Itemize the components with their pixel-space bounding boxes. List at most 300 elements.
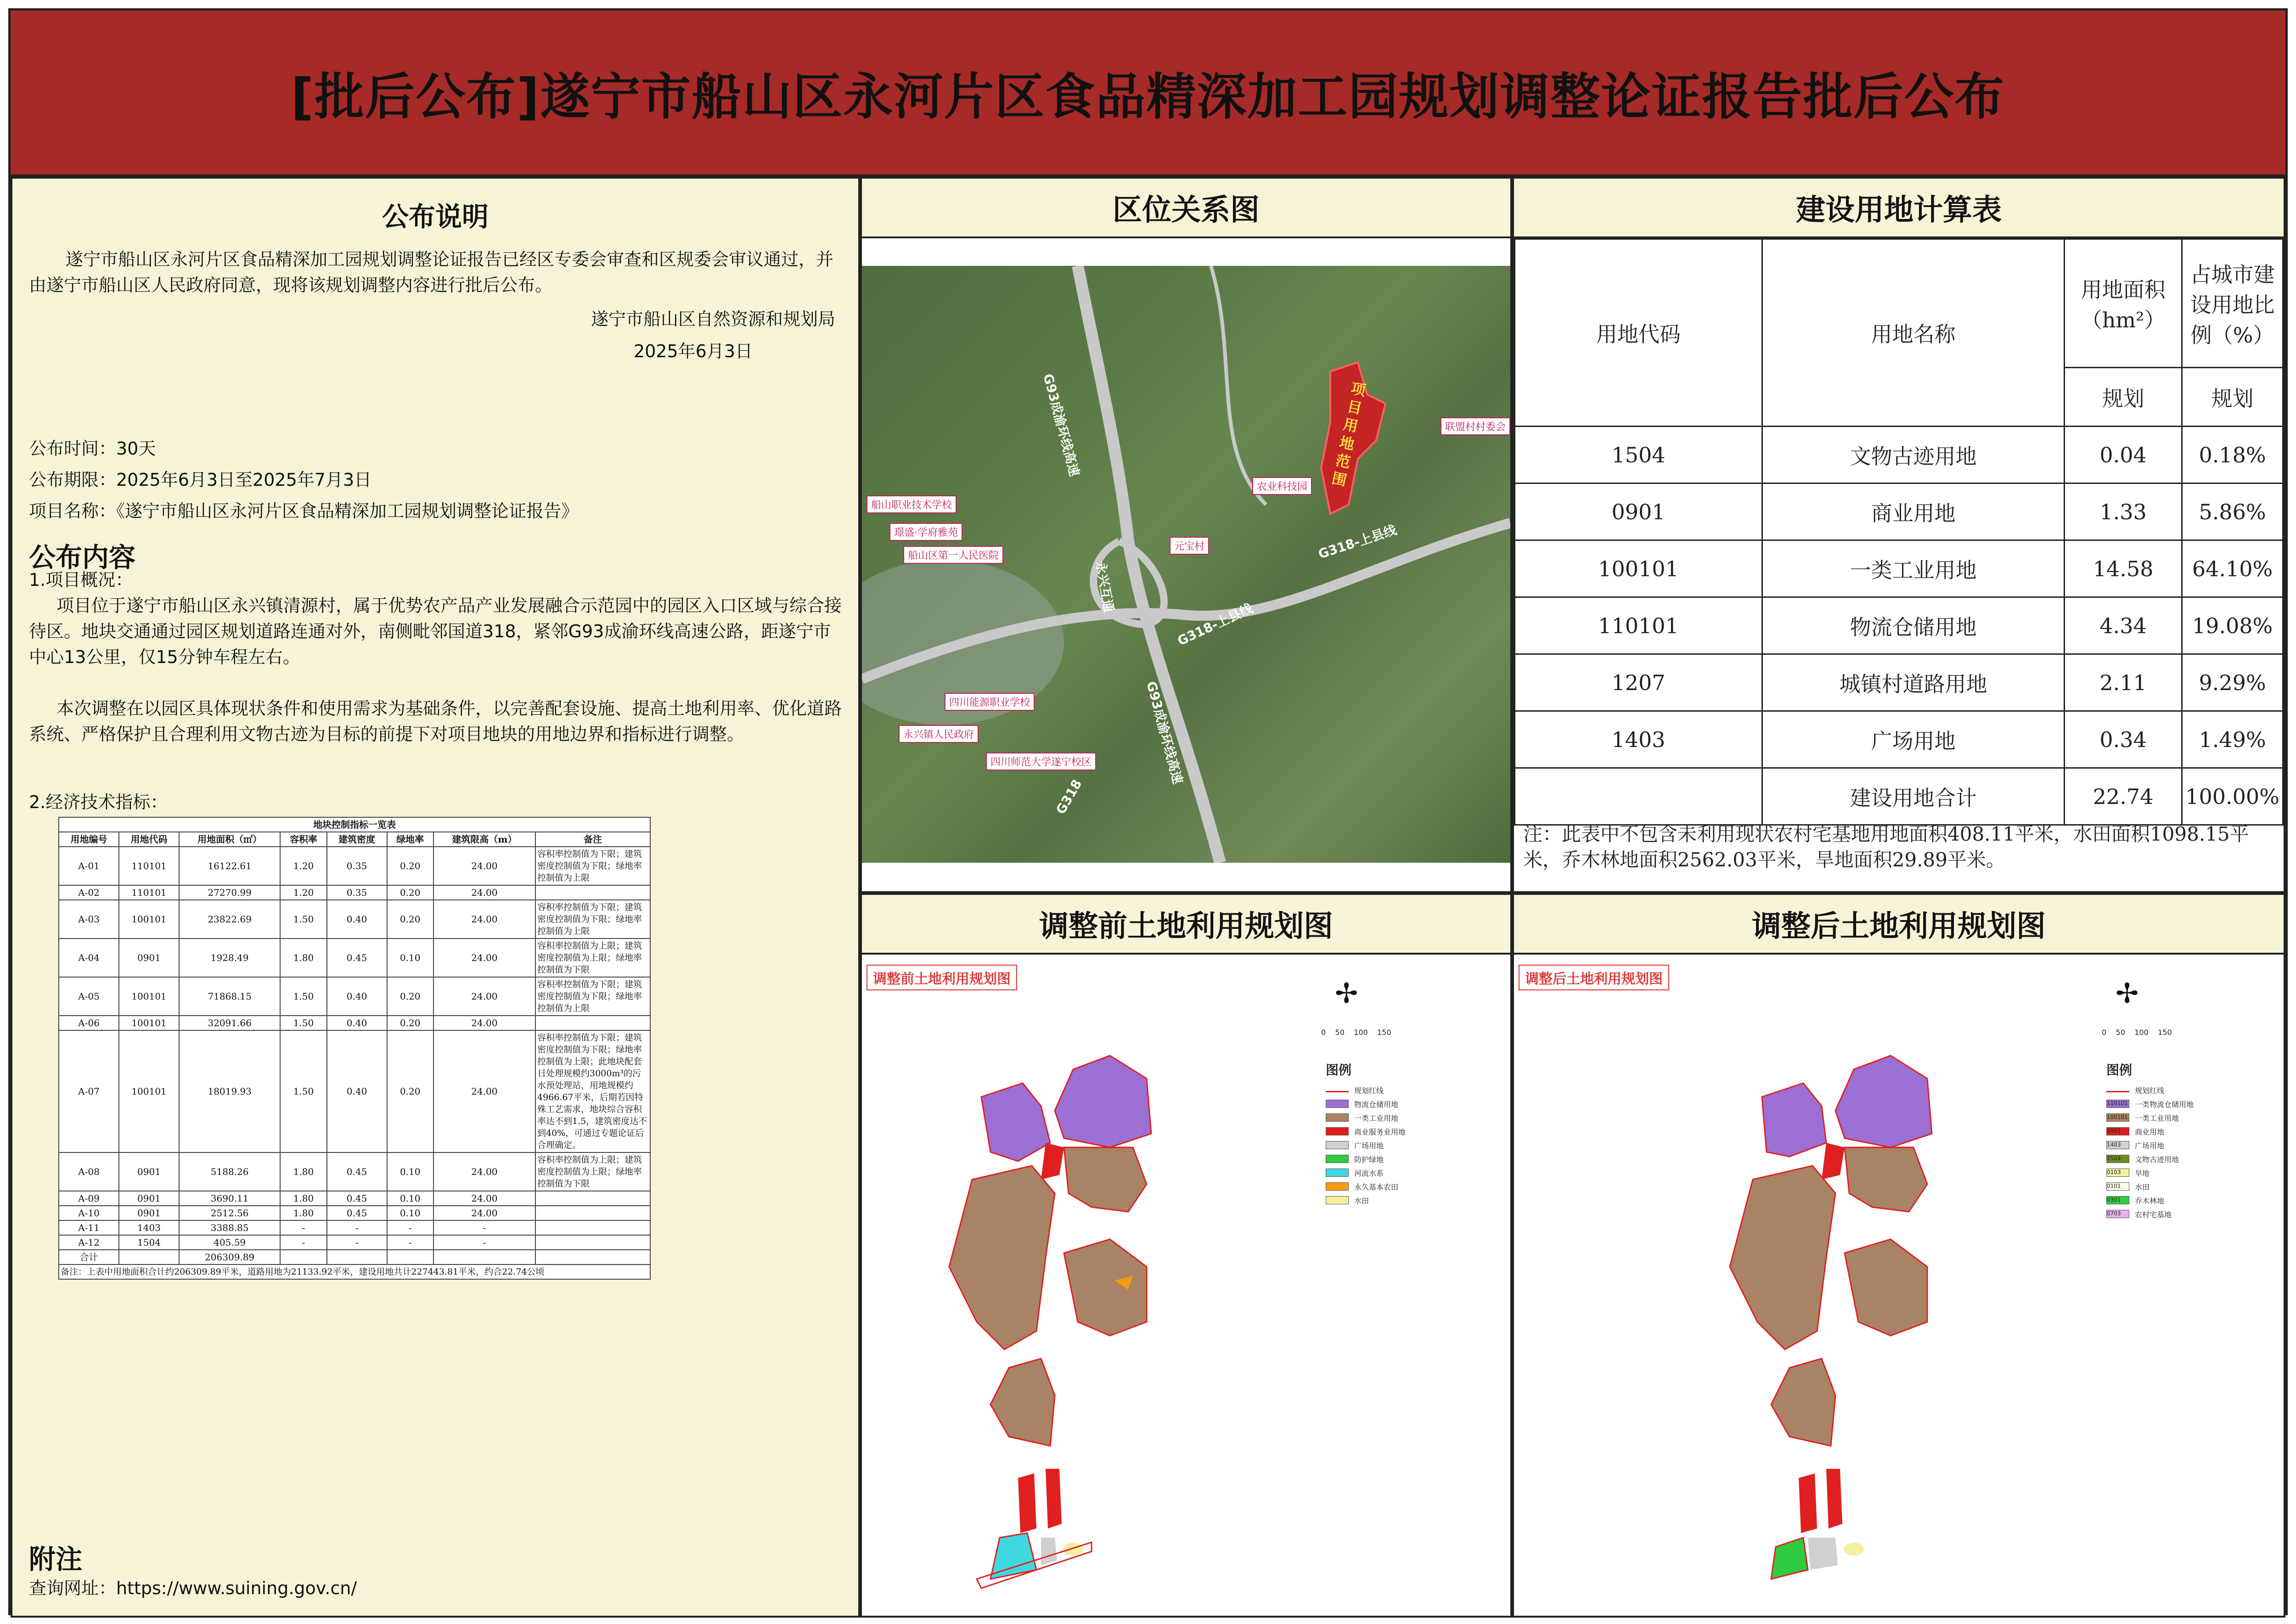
table-cell: 1403 [119, 1220, 179, 1235]
table-row [59, 847, 650, 885]
legend-item [1326, 1152, 1406, 1166]
table-cell [535, 1206, 650, 1220]
table-cell [327, 1250, 387, 1264]
legend-swatch: 0703 [2106, 1210, 2129, 1218]
after-industrial-a06 [1845, 1239, 1927, 1336]
table-cell: 0.10 [387, 1152, 433, 1191]
calc-area-cell: 2.11 [2065, 654, 2182, 711]
legend-label: 河流水系 [1354, 1169, 1384, 1178]
table-cell [535, 1250, 650, 1264]
project-name: 项目名称：《遂宁市船山区永河片区食品精深加工园规划调整论证报告》 [29, 501, 579, 521]
table-cell: A-05 [59, 977, 119, 1016]
calc-name-cell: 广场用地 [1762, 711, 2064, 768]
table-cell: 24.00 [433, 1191, 535, 1206]
col-name-header: 用地名称 [1762, 239, 2064, 427]
legend-item [1326, 1083, 1406, 1097]
table-cell [535, 1191, 650, 1206]
legend-swatch: 0103 [2106, 1169, 2129, 1177]
legend-item [2106, 1138, 2194, 1152]
calc-code-cell: 110101 [1515, 597, 1762, 654]
land-calc-panel [1512, 177, 2285, 893]
publish-time: 公布时间：30天 [29, 438, 156, 459]
before-commercial-3 [1046, 1469, 1062, 1528]
table-row [59, 1030, 650, 1152]
legend-swatch: 0301 [2106, 1196, 2129, 1204]
table-cell [280, 1250, 326, 1264]
table-cell: - [327, 1235, 387, 1250]
table-row [1515, 711, 2283, 768]
table-cell: 100101 [119, 977, 179, 1016]
legend-swatch: 0901 [2106, 1127, 2129, 1135]
after-plan-map[interactable] [1652, 973, 2111, 1616]
legend-swatch [1326, 1127, 1349, 1135]
after-plan-panel [1512, 893, 2285, 1618]
after-plaza [1808, 1538, 1838, 1570]
legend-item [2106, 1124, 2194, 1138]
section-1-title: 1.项目概况： [29, 570, 133, 590]
control-index-table [58, 817, 651, 1280]
table-cell: 0.10 [387, 938, 433, 977]
label-agri-park: 农业科技园 [1252, 477, 1312, 495]
before-tag: 调整前土地利用规划图 [867, 965, 1017, 990]
calc-note: 注：此表中不包含未利用现状农村宅基地用地面积408.11平米，水田面积1098.15平米，乔木林地面积2562.03平米，旱地面积29.89平米。 [1523, 823, 2249, 871]
table-row [59, 1220, 650, 1235]
after-logistics-a01 [1762, 1083, 1826, 1157]
table-cell: A-04 [59, 938, 119, 977]
total-area: 22.74 [2065, 768, 2182, 825]
section-1-para-2: 本次调整在以园区具体现状条件和使用需求为基础条件，以完善配套设施、提高土地利用率、优化道路系统、严格保护且合理利用文物古迹为目标的前提下对项目地块的用地边界和指标进行调整。 [29, 698, 842, 744]
legend-item [1326, 1138, 1406, 1152]
table-cell: 0.35 [327, 885, 387, 900]
table-cell: 24.00 [433, 938, 535, 977]
table-cell: 1.50 [280, 900, 326, 938]
table-cell: 0.20 [387, 1016, 433, 1030]
announce-heading: 公布说明 [382, 201, 489, 232]
after-woodland [1771, 1538, 1808, 1579]
before-scale-bar: 0 50 100 150 [1321, 1028, 1391, 1037]
page-title: [批后公布]遂宁市船山区永河片区食品精深加工园规划调整论证报告批后公布 [291, 68, 2005, 126]
table-cell: 5188.26 [179, 1152, 280, 1191]
calc-ratio-cell: 5.86% [2182, 483, 2283, 540]
calc-ratio-cell: 64.10% [2182, 540, 2283, 597]
after-industrial-a03 [1845, 1147, 1927, 1212]
before-industrial-a05 [949, 1166, 1055, 1349]
table-cell: 0.20 [387, 1030, 433, 1152]
legend-swatch [2106, 1088, 2129, 1092]
table-cell: 容积率控制值为下限；建筑密度控制值为下限；绿地率控制值为上限 [535, 847, 650, 885]
table-cell: 27270.99 [179, 885, 280, 900]
table-cell: 110101 [119, 847, 179, 885]
table-row [1515, 654, 2283, 711]
calc-area-cell: 0.34 [2065, 711, 2182, 768]
table-cell: 0.20 [387, 977, 433, 1016]
table-cell: A-10 [59, 1206, 119, 1220]
table-cell: 206309.89 [179, 1250, 280, 1264]
before-logistics-a02 [1055, 1056, 1151, 1147]
table-cell: 24.00 [433, 1016, 535, 1030]
table-cell: - [280, 1220, 326, 1235]
road-label-2: G93成渝环线高速 [1143, 680, 1186, 786]
legend-swatch [1326, 1196, 1349, 1204]
map-overlay [862, 266, 1510, 863]
legend-swatch [1326, 1088, 1349, 1092]
table-cell [387, 1250, 433, 1264]
table-cell: - [433, 1220, 535, 1235]
table-cell: 32091.66 [179, 1016, 280, 1030]
calc-name-cell: 物流仓储用地 [1762, 597, 2064, 654]
before-industrial-a07 [990, 1359, 1055, 1446]
table-cell: 1.80 [280, 938, 326, 977]
control-col-header: 建筑限高（m） [433, 832, 535, 847]
table-cell: 1.20 [280, 885, 326, 900]
table-cell: 0.40 [327, 1016, 387, 1030]
table-cell: 1928.49 [179, 938, 280, 977]
table-cell: 1504 [119, 1235, 179, 1250]
table-cell: 100101 [119, 900, 179, 938]
calc-name-cell: 商业用地 [1762, 483, 2064, 540]
table-cell: 405.59 [179, 1235, 280, 1250]
before-commercial-1 [1041, 1143, 1064, 1180]
control-col-header: 用地面积（㎡） [179, 832, 280, 847]
title-banner [11, 11, 2285, 177]
label-residence: 璟盛·学府雅苑 [889, 523, 962, 541]
calc-name-cell: 城镇村道路用地 [1762, 654, 2064, 711]
legend-label: 永久基本农田 [1354, 1182, 1399, 1191]
table-cell: 100101 [119, 1016, 179, 1030]
table-cell: 2512.56 [179, 1206, 280, 1220]
before-logistics-a01 [981, 1083, 1050, 1161]
calc-code-cell: 1504 [1515, 427, 1762, 483]
table-cell: 1.50 [280, 977, 326, 1016]
table-cell: 100101 [119, 1030, 179, 1152]
before-industrial-a06 [1064, 1239, 1147, 1336]
legend-label: 一类工业用地 [2135, 1113, 2179, 1123]
table-cell: 1.50 [280, 1016, 326, 1030]
table-cell: 0.45 [327, 1191, 387, 1206]
road-label-3: G318-上县线 [1316, 522, 1399, 562]
table-cell [535, 1220, 650, 1235]
table-cell: A-01 [59, 847, 119, 885]
legend-label: 一类物流仓储用地 [2135, 1100, 2194, 1109]
table-cell: - [387, 1235, 433, 1250]
legend-item [2106, 1193, 2194, 1207]
table-cell: 23822.69 [179, 900, 280, 938]
table-cell: 1.80 [280, 1152, 326, 1191]
table-cell: 0901 [119, 938, 179, 977]
legend-item [2106, 1207, 2194, 1221]
calc-code-cell: 0901 [1515, 483, 1762, 540]
calc-ratio-cell: 9.29% [2182, 654, 2283, 711]
table-cell: A-08 [59, 1152, 119, 1191]
legend-swatch: 110101 [2106, 1100, 2129, 1108]
col-area-header: 用地面积（hm²） [2065, 239, 2182, 368]
after-logistics-a02 [1835, 1056, 1932, 1147]
control-table-title: 地块控制指标一览表 [59, 817, 650, 832]
section-2-title: 2.经济技术指标： [29, 792, 168, 812]
table-cell: - [433, 1235, 535, 1250]
before-north-arrow-icon: ✢ [1335, 978, 1358, 1010]
table-cell: 0.35 [327, 847, 387, 885]
control-table-note: 备注：上表中用地面积合计约206309.89平米，道路用地为21133.92平米，建设用地共计227443.81平米，约合22.74公顷 [59, 1264, 650, 1279]
legend-label: 乔木林地 [2135, 1196, 2165, 1205]
table-cell: 1.20 [280, 847, 326, 885]
legend-swatch: 0101 [2106, 1182, 2129, 1191]
plan-label-ratio: 规划 [2182, 368, 2283, 427]
before-plan-panel [860, 893, 1512, 1618]
after-industrial-a05 [1730, 1166, 1835, 1349]
table-cell: 3690.11 [179, 1191, 280, 1206]
table-cell: 0.40 [327, 900, 387, 938]
legend-label: 水田 [2135, 1182, 2150, 1191]
col-ratio-header: 占城市建设用地比例（%） [2182, 239, 2283, 368]
table-cell: 24.00 [433, 900, 535, 938]
location-map-heading: 区位关系图 [862, 179, 1510, 238]
legend-swatch [1326, 1113, 1349, 1122]
table-cell: 0.40 [327, 977, 387, 1016]
road-label-5: 永兴互通 [1092, 560, 1117, 613]
table-cell: 0901 [119, 1191, 179, 1206]
table-row [59, 938, 650, 977]
table-cell: A-03 [59, 900, 119, 938]
table-cell: 18019.93 [179, 1030, 280, 1152]
legend-label: 防护绿地 [1354, 1155, 1384, 1164]
control-col-header: 备注 [535, 832, 650, 847]
total-code-cell [1515, 768, 1762, 825]
after-tag: 调整后土地利用规划图 [1519, 965, 1669, 990]
legend-label: 水田 [1354, 1196, 1369, 1205]
table-row [59, 977, 650, 1016]
before-plan-map[interactable] [871, 973, 1330, 1616]
before-plaza [1041, 1538, 1057, 1565]
table-cell: 3388.85 [179, 1220, 280, 1235]
legend-swatch: 1403 [2106, 1141, 2129, 1149]
label-yuanbao-village: 元宝村 [1170, 537, 1209, 555]
after-heading: 调整后土地利用规划图 [1514, 895, 2284, 955]
legend-label: 广场用地 [2135, 1141, 2165, 1150]
calc-name-cell: 一类工业用地 [1762, 540, 2064, 597]
table-cell: 容积率控制值为下限；建筑密度控制值为下限；绿地率控制值为上限 [535, 900, 650, 938]
table-cell: A-06 [59, 1016, 119, 1030]
table-row [59, 1152, 650, 1191]
table-row [1515, 427, 2283, 483]
table-row [59, 1235, 650, 1250]
before-industrial-a03 [1064, 1147, 1147, 1212]
table-cell: A-11 [59, 1220, 119, 1235]
table-row [59, 1191, 650, 1206]
table-cell: 容积率控制值为上限；建筑密度控制值为上限；绿地率控制值为下限 [535, 1152, 650, 1191]
announce-body: 遂宁市船山区永河片区食品精深加工园规划调整论证报告已经区专委会审查和区规委会审议通过，并由遂宁市船山区人民政府同意，现将该规划调整内容进行批后公布。 [29, 249, 834, 295]
section-1-para: 项目位于遂宁市船山区永兴镇清源村，属于优势农产品产业发展融合示范园中的园区入口区域与综合接待区。地块交通通过园区规划道路连通对外，南侧毗邻国道318，紧邻G93成渝环线高速公路，距遂宁市中心13公里，仅15分钟车程左右。 [29, 596, 842, 667]
table-cell: 24.00 [433, 1030, 535, 1152]
total-name: 建设用地合计 [1762, 768, 2064, 825]
table-cell: 0901 [119, 1152, 179, 1191]
label-university: 四川师范大学遂宁校区 [986, 753, 1096, 770]
table-cell: 110101 [119, 885, 179, 900]
table-cell: 24.00 [433, 1152, 535, 1191]
legend-label: 旱地 [2135, 1169, 2150, 1178]
legend-swatch [1326, 1141, 1349, 1149]
legend-label: 物流仓储用地 [1354, 1100, 1399, 1109]
legend-item [2106, 1166, 2194, 1180]
table-row [1515, 483, 2283, 540]
table-cell [433, 1250, 535, 1264]
query-url-link[interactable]: 查询网址：https://www.suining.gov.cn/ [29, 1578, 357, 1598]
after-commercial-3 [1826, 1469, 1842, 1528]
table-row [59, 900, 650, 938]
after-scale-bar: 0 50 100 150 [2102, 1028, 2172, 1037]
calc-heading: 建设用地计算表 [1514, 179, 2284, 238]
calc-name-cell: 文物古迹用地 [1762, 427, 2064, 483]
legend-item [1326, 1111, 1406, 1124]
table-cell: 0.10 [387, 1206, 433, 1220]
project-label: 项目用地范围 [1330, 379, 1367, 489]
table-cell: - [280, 1235, 326, 1250]
table-cell [535, 1235, 650, 1250]
before-paddy [1063, 1543, 1083, 1556]
legend-label: 规划红线 [1354, 1086, 1384, 1095]
table-cell: 合计 [59, 1250, 119, 1264]
table-cell: 1.80 [280, 1191, 326, 1206]
legend-item [2106, 1152, 2194, 1166]
calc-code-cell: 1403 [1515, 711, 1762, 768]
label-energy-school: 四川能源职业学校 [945, 693, 1035, 711]
legend-item [1326, 1193, 1406, 1207]
table-cell: 0.10 [387, 1191, 433, 1206]
after-legend-title: 图例 [2106, 1062, 2133, 1078]
table-cell: 容积率控制值为上限；建筑密度控制值为上限；绿地率控制值为下限 [535, 938, 650, 977]
table-cell: 24.00 [433, 977, 535, 1016]
appendix-heading: 附注 [29, 1544, 83, 1575]
announcement-panel [11, 177, 860, 1618]
after-legend [2106, 1060, 2194, 1221]
table-cell: 16122.61 [179, 847, 280, 885]
table-cell: 1.50 [280, 1030, 326, 1152]
content-heading: 公布内容 [29, 542, 136, 573]
table-cell: 71868.15 [179, 977, 280, 1016]
legend-swatch [1326, 1182, 1349, 1191]
table-cell: A-09 [59, 1191, 119, 1206]
calc-ratio-cell: 0.18% [2182, 427, 2283, 483]
legend-item [1326, 1097, 1406, 1111]
table-cell: 0.20 [387, 847, 433, 885]
legend-item [1326, 1166, 1406, 1180]
calc-ratio-cell: 1.49% [2182, 711, 2283, 768]
table-cell: A-07 [59, 1030, 119, 1152]
table-cell: 0.45 [327, 1152, 387, 1191]
table-cell: 0.40 [327, 1030, 387, 1152]
calc-code-cell: 100101 [1515, 540, 1762, 597]
table-cell: 容积率控制值为下限；建筑密度控制值为下限；绿地率控制值为上限 [535, 977, 650, 1016]
legend-label: 农村宅基地 [2135, 1210, 2172, 1219]
control-col-header: 容积率 [280, 832, 326, 847]
satellite-map[interactable] [862, 266, 1510, 863]
legend-item [1326, 1124, 1406, 1138]
before-legend [1326, 1060, 1406, 1207]
table-row [59, 1016, 650, 1030]
announce-org: 遂宁市船山区自然资源和规划局 [591, 309, 835, 329]
label-village-committee: 联盟村村委会 [1441, 417, 1510, 435]
control-col-header: 建筑密度 [327, 832, 387, 847]
calc-area-cell: 4.34 [2065, 597, 2182, 654]
control-col-header: 用地编号 [59, 832, 119, 847]
legend-swatch [1326, 1100, 1349, 1108]
legend-swatch [1326, 1169, 1349, 1177]
legend-item [1326, 1180, 1406, 1193]
legend-swatch: 100101 [2106, 1113, 2129, 1122]
legend-label: 商业用地 [2135, 1127, 2165, 1136]
calc-area-cell: 14.58 [2065, 540, 2182, 597]
table-cell: 0.20 [387, 885, 433, 900]
location-map-panel [860, 177, 1512, 893]
road-label-4: G318-上县线 [1175, 600, 1255, 649]
after-commercial-1 [1822, 1143, 1845, 1180]
table-row [1515, 597, 2283, 654]
table-cell: A-12 [59, 1235, 119, 1250]
legend-label: 文物古迹用地 [2135, 1155, 2179, 1164]
label-school-1: 船山职业技术学校 [867, 495, 957, 513]
calc-area-cell: 1.33 [2065, 483, 2182, 540]
control-col-header: 绿地率 [387, 832, 433, 847]
before-commercial-2 [1018, 1473, 1036, 1533]
calc-code-cell: 1207 [1515, 654, 1762, 711]
after-industrial-a07 [1771, 1359, 1835, 1446]
table-cell: 0.20 [387, 900, 433, 938]
before-heading: 调整前土地利用规划图 [862, 895, 1510, 955]
table-cell: 0.45 [327, 938, 387, 977]
table-cell: 24.00 [433, 885, 535, 900]
table-cell: 容积率控制值为下限；建筑密度控制值为下限；绿地率控制值为上限；此地块配套日处理规模约3000m³的污水预处理站，用地规模约4966.67平米，后期若因特殊工艺需求，地块综合容积率达不到1.5，建筑密度达不到40%，可通过专题论证后合理确定。 [535, 1030, 650, 1152]
legend-item [2106, 1180, 2194, 1193]
calc-area-cell: 0.04 [2065, 427, 2182, 483]
legend-label: 广场用地 [1354, 1141, 1384, 1150]
legend-item [2106, 1097, 2194, 1111]
label-hospital: 船山区第一人民医院 [903, 546, 1003, 564]
table-row [1515, 540, 2283, 597]
table-cell: - [387, 1220, 433, 1235]
total-ratio: 100.00% [2182, 768, 2283, 825]
calc-ratio-cell: 19.08% [2182, 597, 2283, 654]
legend-swatch: 1504 [2106, 1155, 2129, 1163]
table-cell: 24.00 [433, 1206, 535, 1220]
after-paddy [1844, 1543, 1864, 1556]
table-cell: 0.45 [327, 1206, 387, 1220]
before-legend-title: 图例 [1326, 1062, 1352, 1078]
table-cell: 1.80 [280, 1206, 326, 1220]
table-cell: 0901 [119, 1206, 179, 1220]
land-calc-table [1514, 238, 2284, 826]
table-cell: 24.00 [433, 847, 535, 885]
table-cell [535, 1016, 650, 1030]
legend-label: 商业服务业用地 [1354, 1127, 1406, 1136]
publish-period: 公布期限：2025年6月3日至2025年7月3日 [29, 470, 372, 490]
road-label-1: G93成渝环线高速 [1040, 372, 1082, 478]
table-row [59, 1206, 650, 1220]
after-commercial-2 [1799, 1473, 1817, 1533]
plan-label-area: 规划 [2065, 368, 2182, 427]
col-code-header: 用地代码 [1515, 239, 1762, 427]
table-row [59, 1250, 650, 1264]
legend-swatch [1326, 1155, 1349, 1163]
table-cell [535, 885, 650, 900]
label-town-gov: 永兴镇人民政府 [899, 725, 979, 743]
legend-item [2106, 1083, 2194, 1097]
table-cell: A-02 [59, 885, 119, 900]
road-label-6: G318 [1053, 776, 1085, 817]
announce-date: 2025年6月3日 [633, 341, 753, 361]
legend-item [2106, 1111, 2194, 1124]
table-row [59, 885, 650, 900]
legend-label: 规划红线 [2135, 1086, 2165, 1095]
